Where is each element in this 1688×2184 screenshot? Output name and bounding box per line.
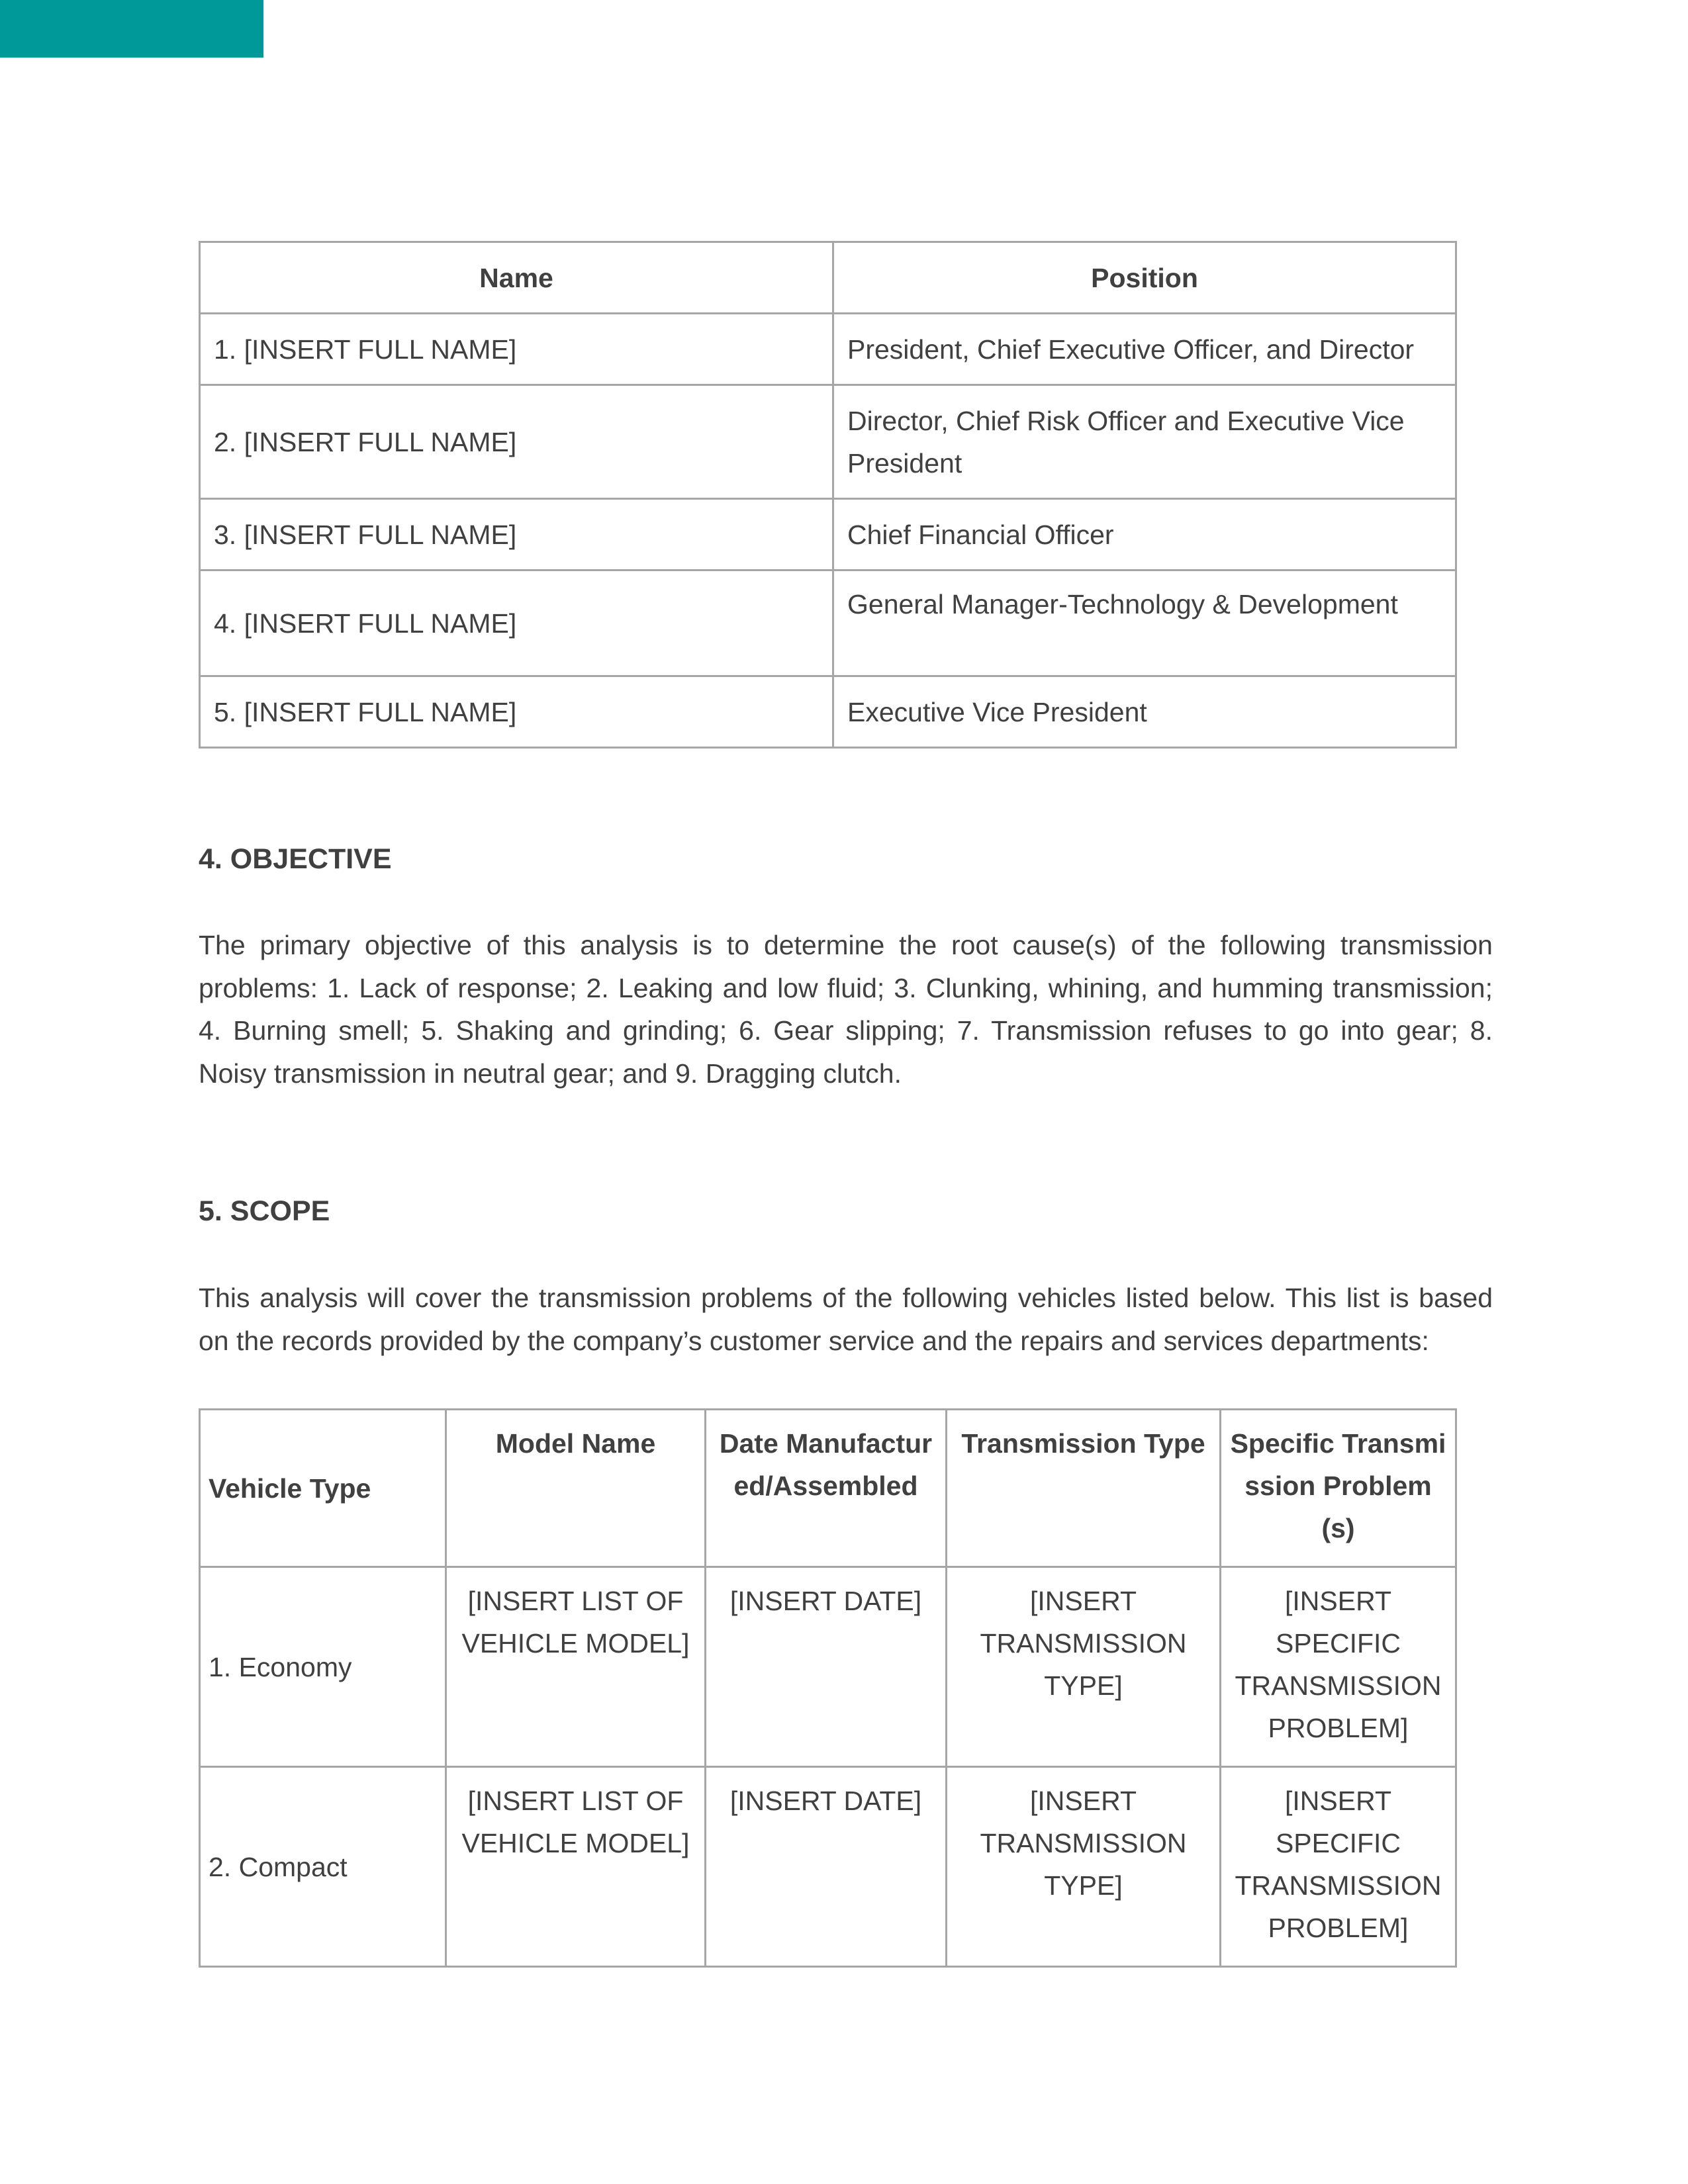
model-name-cell: [INSERT LIST OF VEHICLE MODEL] bbox=[446, 1567, 706, 1767]
officers-table bbox=[199, 241, 1457, 749]
date-cell: [INSERT DATE] bbox=[706, 1567, 947, 1767]
table-row bbox=[200, 499, 1456, 570]
column-header-problem: Specific Transmission Problem(s) bbox=[1221, 1410, 1456, 1567]
table-row bbox=[200, 676, 1456, 748]
table-row bbox=[200, 314, 1456, 385]
objective-paragraph: The primary objective of this analysis is to determine the root cause(s) of the following transmission problems: 1. Lack of response; 2. Leaking and low fluid; 3. Clunking, whining, and humming transmission; 4. Burning smell; 5. Shaking and grinding; 6. Gear slipping; 7. Transmission refuses to go into gear; 8. Noisy transmission in neutral gear; and 9. Dragging clutch. bbox=[199, 930, 1493, 1089]
table-row bbox=[200, 570, 1456, 676]
table-row bbox=[200, 385, 1456, 499]
officer-name-cell: 5. [INSERT FULL NAME] bbox=[200, 676, 833, 748]
date-cell: [INSERT DATE] bbox=[706, 1767, 947, 1967]
column-header-transmission-type: Transmission Type bbox=[947, 1410, 1221, 1567]
officer-position-cell: Director, Chief Risk Officer and Executive Vice President bbox=[833, 385, 1456, 499]
column-header-name: Name bbox=[200, 242, 833, 314]
vehicles-table bbox=[199, 1408, 1457, 1968]
officer-position-cell: Chief Financial Officer bbox=[833, 499, 1456, 570]
officer-name-cell: 3. [INSERT FULL NAME] bbox=[200, 499, 833, 570]
scope-heading: 5. SCOPE bbox=[199, 1195, 330, 1227]
model-name-cell: [INSERT LIST OF VEHICLE MODEL] bbox=[446, 1767, 706, 1967]
table-row bbox=[200, 1567, 1456, 1767]
transmission-type-cell: [INSERT TRANSMISSION TYPE] bbox=[947, 1767, 1221, 1967]
table-header-row bbox=[200, 242, 1456, 314]
column-header-vehicle-type: Vehicle Type bbox=[200, 1410, 446, 1567]
officer-name-cell: 2. [INSERT FULL NAME] bbox=[200, 385, 833, 499]
problem-cell: [INSERT SPECIFIC TRANSMISSION PROBLEM] bbox=[1221, 1767, 1456, 1967]
vehicle-type-cell: 1. Economy bbox=[200, 1567, 446, 1767]
transmission-type-cell: [INSERT TRANSMISSION TYPE] bbox=[947, 1567, 1221, 1767]
officer-name-cell: 4. [INSERT FULL NAME] bbox=[200, 570, 833, 676]
header-accent-bar bbox=[0, 0, 263, 58]
column-header-date: Date Manufactured/Assembled bbox=[706, 1410, 947, 1567]
column-header-model-name: Model Name bbox=[446, 1410, 706, 1567]
officer-position-cell: President, Chief Executive Officer, and Director bbox=[833, 314, 1456, 385]
officer-name-cell: 1. [INSERT FULL NAME] bbox=[200, 314, 833, 385]
officer-position-cell: Executive Vice President bbox=[833, 676, 1456, 748]
vehicle-type-cell: 2. Compact bbox=[200, 1767, 446, 1967]
objective-heading: 4. OBJECTIVE bbox=[199, 843, 392, 875]
scope-paragraph: This analysis will cover the transmission problems of the following vehicles listed below. This list is based on the records provided by the company’s customer service and the repairs and services departments: bbox=[199, 1283, 1493, 1356]
officer-position-cell: General Manager-Technology & Development bbox=[833, 570, 1456, 676]
column-header-position: Position bbox=[833, 242, 1456, 314]
table-row bbox=[200, 1767, 1456, 1967]
problem-cell: [INSERT SPECIFIC TRANSMISSION PROBLEM] bbox=[1221, 1567, 1456, 1767]
table-header-row bbox=[200, 1410, 1456, 1567]
